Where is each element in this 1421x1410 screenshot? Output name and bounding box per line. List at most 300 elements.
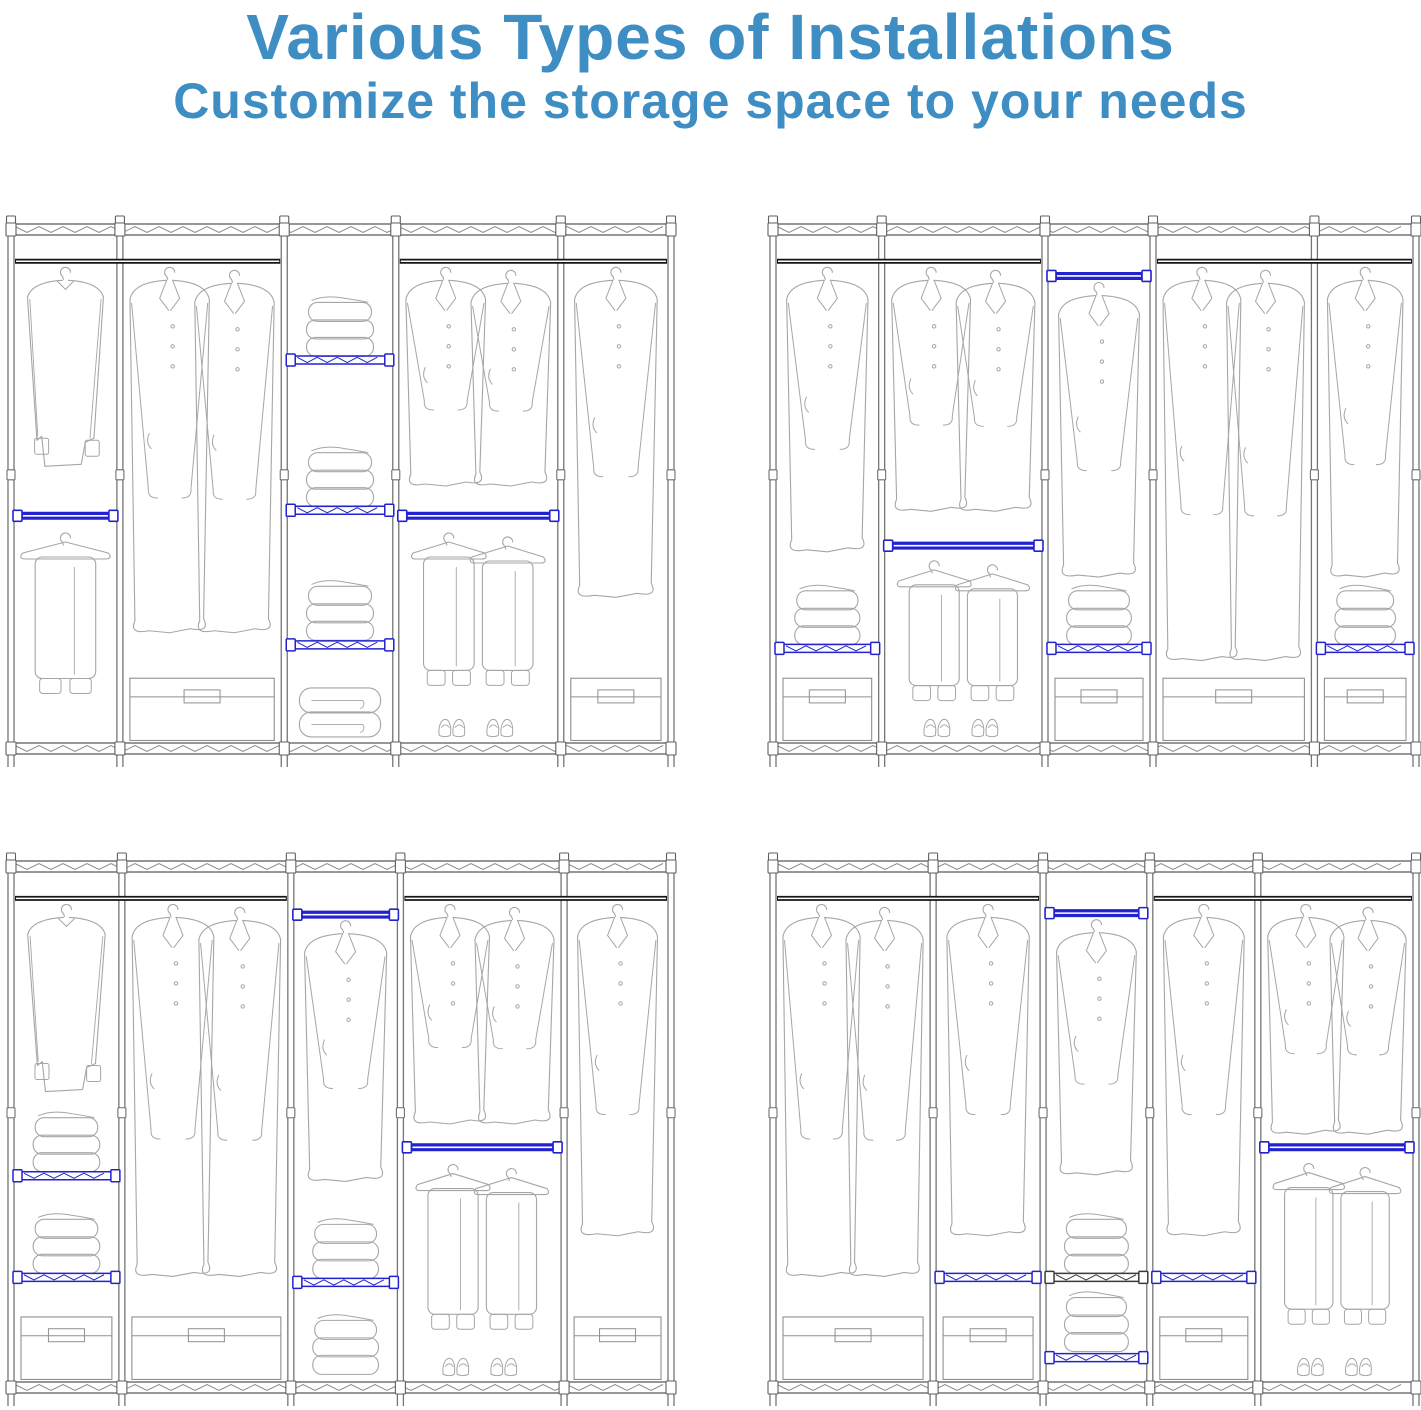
coat-sleeve xyxy=(949,940,975,1114)
post-sleeve xyxy=(559,860,569,873)
coat-lapel xyxy=(875,920,895,950)
coat-pocket xyxy=(1074,1036,1078,1051)
long-coat-drawing xyxy=(1059,283,1140,578)
coat-pocket xyxy=(800,1074,804,1089)
post-sleeve xyxy=(666,742,676,755)
coat-sleeve xyxy=(630,940,656,1114)
shoe-outline xyxy=(1312,1358,1324,1375)
towel-layer xyxy=(313,1338,379,1357)
coat-button xyxy=(512,368,515,371)
bag-body xyxy=(1285,1188,1333,1310)
folded-towels-drawing xyxy=(1065,1214,1129,1274)
towel-layer xyxy=(309,453,372,472)
post-joint xyxy=(667,470,675,480)
shelf-end-cap xyxy=(1139,1271,1148,1283)
coat-sleeve xyxy=(1228,306,1253,516)
shoe-outline xyxy=(1298,1358,1310,1375)
towel-layer xyxy=(1335,608,1395,627)
post-sleeve xyxy=(1145,860,1155,873)
towel-layer xyxy=(1065,1315,1129,1334)
shelf-end-cap xyxy=(385,504,394,516)
shelf-end-cap xyxy=(935,1271,944,1283)
folded-towels-drawing xyxy=(313,1219,379,1279)
coat-button xyxy=(1098,977,1101,980)
coat-sleeve xyxy=(1058,956,1084,1084)
post-joint xyxy=(7,1108,15,1118)
coat-sleeve xyxy=(1329,303,1354,464)
coat-button xyxy=(1369,965,1372,968)
coat-sleeve xyxy=(833,940,858,1139)
hanger-hook-icon xyxy=(880,907,890,919)
coat-button xyxy=(989,982,992,985)
folded-towels-drawing xyxy=(307,581,374,641)
coat-lapel xyxy=(505,920,525,950)
installation-diagram-bottom-left xyxy=(4,851,678,1410)
coat-pocket xyxy=(805,397,809,412)
wire-shelf-blue xyxy=(935,1271,1041,1283)
closet-column xyxy=(884,267,1043,736)
hanger-outline xyxy=(474,1178,548,1195)
post-sleeve xyxy=(877,223,887,236)
towel-layer xyxy=(795,608,860,627)
coat-sleeve xyxy=(473,306,499,411)
coat-button xyxy=(347,998,350,1001)
coat-sleeve xyxy=(523,306,549,411)
coat-button xyxy=(447,325,450,328)
coat-sleeve xyxy=(840,303,866,449)
hanger-hook-icon xyxy=(1094,283,1104,295)
coat-button xyxy=(989,962,992,965)
shelf-end-cap xyxy=(1405,642,1414,654)
closet-column xyxy=(1152,904,1256,1379)
coat-pocket xyxy=(493,1007,497,1022)
pant-cuff xyxy=(971,686,989,701)
shelf-end-cap xyxy=(1247,1271,1256,1283)
coat-lapel xyxy=(608,917,628,947)
towel-layer xyxy=(1067,626,1132,645)
coat-sleeve xyxy=(788,303,814,449)
storage-drawer-drawing xyxy=(1163,678,1304,740)
coat-button xyxy=(997,348,1000,351)
hanger-hook-icon xyxy=(441,267,451,279)
coat-button xyxy=(516,965,519,968)
storage-drawer-drawing xyxy=(783,1317,923,1379)
post-sleeve xyxy=(1040,742,1050,755)
coat-pocket xyxy=(148,434,152,449)
coat-button xyxy=(829,365,832,368)
coat-button xyxy=(619,1002,622,1005)
shoe-opening xyxy=(974,725,982,728)
coat-button xyxy=(823,962,826,965)
coat-pocket xyxy=(595,1055,599,1070)
towel-layer xyxy=(307,320,374,339)
pant-cuff xyxy=(490,1314,508,1329)
coat-button xyxy=(886,1005,889,1008)
post-joint xyxy=(667,1108,675,1118)
post-sleeve xyxy=(1411,742,1421,755)
storage-drawer-drawing xyxy=(1324,678,1406,740)
shelf-wire xyxy=(24,1173,104,1178)
drawer-box xyxy=(132,1317,281,1379)
post-sleeve xyxy=(1411,860,1421,873)
towel-layer xyxy=(1065,1254,1129,1273)
rod-end-cap xyxy=(553,1142,562,1153)
hanger-hook-icon xyxy=(1091,920,1101,932)
installation-diagram-bottom-right xyxy=(766,851,1421,1410)
storage-drawer-drawing xyxy=(783,678,872,740)
shelf-end-cap xyxy=(1316,642,1325,654)
coat-lapel xyxy=(1089,296,1109,326)
coat-lapel xyxy=(501,283,521,313)
closet-column xyxy=(574,904,661,1379)
shelf-end-cap xyxy=(1139,1352,1148,1364)
closet-column xyxy=(402,904,562,1375)
garment-bag-drawing xyxy=(897,561,971,701)
towel-layer xyxy=(313,1355,379,1374)
pant-cuff xyxy=(70,678,91,693)
shelf-end-cap xyxy=(286,639,295,651)
post-sleeve xyxy=(768,1381,778,1394)
shoes-drawing xyxy=(924,719,998,736)
coat-lapel xyxy=(163,917,183,947)
shirt-collar xyxy=(57,281,73,289)
coat-button xyxy=(516,1005,519,1008)
coat-button xyxy=(451,982,454,985)
coat-pocket xyxy=(1347,1011,1351,1026)
storage-drawer-drawing xyxy=(1055,678,1143,740)
towel-top-fold xyxy=(318,1219,373,1225)
drawer-box xyxy=(783,678,872,740)
coat-lapel xyxy=(921,280,941,310)
post-joint xyxy=(929,1108,937,1118)
shoe-opening xyxy=(988,725,996,728)
coat-button xyxy=(886,965,889,968)
post-sleeve xyxy=(1038,1381,1048,1394)
shelf-wire xyxy=(1327,646,1397,651)
blanket-roll-curl xyxy=(361,724,364,732)
coat-outline xyxy=(305,934,387,1182)
shoe-opening xyxy=(459,1364,467,1367)
rod-end-cap xyxy=(398,510,407,521)
coat-pocket xyxy=(1244,448,1248,463)
shoe-outline xyxy=(487,719,499,736)
coat-lapel xyxy=(436,280,456,310)
coat-sleeve xyxy=(579,940,605,1114)
garment-bag-drawing xyxy=(1329,1168,1400,1325)
towel-top-fold xyxy=(38,1214,94,1220)
coat-sleeve xyxy=(1317,940,1342,1053)
post-joint xyxy=(396,1108,404,1118)
shirt-drawing xyxy=(28,904,105,1091)
coat-button xyxy=(829,325,832,328)
coat-button xyxy=(1367,325,1370,328)
post-sleeve xyxy=(556,742,566,755)
coat-button xyxy=(1267,328,1270,331)
garment-bag-drawing xyxy=(21,533,110,693)
coat-sleeve xyxy=(1112,319,1138,471)
coat-sleeve xyxy=(1376,303,1401,464)
hanger-hook-icon xyxy=(60,267,70,279)
hanger-hook-icon xyxy=(926,267,936,279)
wire-shelf-blue xyxy=(286,504,394,516)
towel-layer xyxy=(1069,591,1130,610)
pant-cuff xyxy=(427,670,445,685)
coat-button xyxy=(1267,368,1270,371)
hanging-rod-blue xyxy=(13,510,118,521)
bag-body xyxy=(486,1193,536,1315)
coat-lapel xyxy=(817,280,837,310)
storage-drawer-drawing xyxy=(943,1317,1033,1379)
post-sleeve xyxy=(1309,223,1319,236)
shelf-wire xyxy=(786,646,866,651)
post-joint xyxy=(118,1108,126,1118)
post-joint xyxy=(392,470,400,480)
post-sleeve xyxy=(115,223,125,236)
post-joint xyxy=(1310,470,1318,480)
rod-end-cap xyxy=(884,540,893,551)
coat-sleeve xyxy=(576,303,602,476)
pant-cuff xyxy=(1288,1309,1305,1324)
rod-end-cap xyxy=(293,909,302,920)
shelf-end-cap xyxy=(286,504,295,516)
shoe-outline xyxy=(924,719,936,736)
shoe-outline xyxy=(457,1358,469,1375)
storage-drawer-drawing xyxy=(571,678,661,740)
coat-sleeve xyxy=(896,943,921,1140)
post-sleeve xyxy=(556,223,566,236)
shoe-outline xyxy=(938,719,950,736)
coat-button xyxy=(347,1018,350,1021)
coat-button xyxy=(823,982,826,985)
shoe-outline xyxy=(986,719,998,736)
coat-button xyxy=(1100,340,1103,343)
coat-lapel xyxy=(1355,280,1375,310)
towel-top-fold xyxy=(38,1112,94,1118)
coat-button xyxy=(1203,345,1206,348)
shelf-end-cap xyxy=(111,1170,120,1182)
drawer-box xyxy=(1324,678,1406,740)
coat-button xyxy=(236,368,239,371)
post-sleeve xyxy=(928,1381,938,1394)
folded-towels-drawing xyxy=(1065,1292,1129,1352)
pant-cuff xyxy=(511,670,529,685)
coat-button xyxy=(886,985,889,988)
coat-lapel xyxy=(1194,917,1214,947)
hanger-hook-icon xyxy=(235,907,245,919)
post-sleeve xyxy=(395,860,405,873)
closet-column xyxy=(132,904,281,1379)
folded-towels-drawing xyxy=(313,1315,379,1375)
wire-shelf-blue xyxy=(286,639,394,651)
coat-button xyxy=(932,365,935,368)
coat-lapel xyxy=(1296,917,1316,947)
coat-button xyxy=(241,965,244,968)
folded-towels-drawing xyxy=(307,447,374,507)
post-joint xyxy=(7,470,15,480)
coat-button xyxy=(171,365,174,368)
towel-layer xyxy=(309,586,372,605)
post-sleeve xyxy=(1253,1381,1263,1394)
closet-column xyxy=(293,909,399,1374)
pant-cuff xyxy=(457,1314,475,1329)
coat-button xyxy=(619,962,622,965)
coat-sleeve xyxy=(1216,940,1242,1114)
shoe-opening xyxy=(489,725,497,728)
post-sleeve xyxy=(1038,860,1048,873)
towel-layer xyxy=(309,302,372,321)
shoe-opening xyxy=(1314,1364,1322,1367)
post-sleeve xyxy=(1411,223,1421,236)
closet-column xyxy=(1047,270,1151,740)
post-joint xyxy=(1149,470,1157,480)
coat-button xyxy=(451,962,454,965)
coat-button xyxy=(1367,345,1370,348)
installation-diagram-top-right xyxy=(766,214,1421,771)
coat-button xyxy=(1369,1005,1372,1008)
coat-lapel xyxy=(440,917,460,947)
storage-drawer-drawing xyxy=(1160,1317,1248,1379)
closet-column xyxy=(1045,908,1148,1364)
towel-top-fold xyxy=(318,1315,373,1321)
coat-pocket xyxy=(150,1074,154,1089)
post-joint xyxy=(560,1108,568,1118)
coat-button xyxy=(829,345,832,348)
shoes-drawing xyxy=(443,1358,517,1375)
coat-pocket xyxy=(1344,409,1348,424)
post-sleeve xyxy=(1148,742,1158,755)
shelf-end-cap xyxy=(775,642,784,654)
coat-sleeve xyxy=(1008,306,1034,426)
coat-pocket xyxy=(974,381,978,396)
long-coat-drawing xyxy=(787,267,868,551)
wire-shelf-blue xyxy=(775,642,880,654)
post-sleeve xyxy=(1145,1381,1155,1394)
towel-layer xyxy=(33,1135,100,1154)
hanger-hook-icon xyxy=(510,907,520,919)
towel-layer xyxy=(35,1118,98,1137)
coat-sleeve xyxy=(1001,940,1027,1114)
shoe-opening xyxy=(1348,1364,1356,1367)
pant-cuff xyxy=(1344,1309,1361,1324)
coat-pocket xyxy=(909,379,913,394)
coat-outline xyxy=(1163,917,1244,1235)
shoe-opening xyxy=(1362,1364,1370,1367)
pant-cuff xyxy=(432,1314,450,1329)
shelf-end-cap xyxy=(1045,1271,1054,1283)
garment-bag-drawing xyxy=(955,565,1029,701)
closet-column xyxy=(13,904,120,1379)
coat-sleeve xyxy=(1109,956,1135,1084)
shoe-outline xyxy=(501,719,513,736)
coat-lapel xyxy=(230,920,250,950)
coat-button xyxy=(447,345,450,348)
towel-top-fold xyxy=(312,447,368,453)
towel-layer xyxy=(313,1242,379,1261)
wire-shelf-blue xyxy=(286,354,394,366)
storage-drawer-drawing xyxy=(130,678,274,740)
wire-shelf-blue xyxy=(1047,642,1151,654)
shoe-opening xyxy=(940,725,948,728)
coat-outline xyxy=(575,280,658,597)
coat-button xyxy=(174,982,177,985)
top-wire-shelf-mesh xyxy=(777,864,1401,870)
post-sleeve xyxy=(391,742,401,755)
drawer-box xyxy=(574,1317,661,1379)
towel-layer xyxy=(1335,626,1395,645)
shelf-end-cap xyxy=(13,1271,22,1283)
coat-lapel xyxy=(812,917,832,947)
hanger-hook-icon xyxy=(613,904,623,916)
coat-button xyxy=(997,368,1000,371)
shoes-drawing xyxy=(1298,1358,1372,1375)
post-joint xyxy=(769,1108,777,1118)
coat-sleeve xyxy=(848,943,873,1140)
coat-button xyxy=(1100,360,1103,363)
coat-lapel xyxy=(986,283,1006,313)
storage-drawer-drawing xyxy=(132,1317,281,1379)
coat-button xyxy=(516,985,519,988)
hanger-hook-icon xyxy=(506,270,516,282)
post-sleeve xyxy=(666,1381,676,1394)
shirt-sleeve xyxy=(30,936,38,1061)
coat-outline xyxy=(1327,280,1403,577)
coat-pocket xyxy=(217,1075,221,1090)
coat-sleeve xyxy=(1277,306,1302,516)
post-joint xyxy=(769,470,777,480)
hanger-hook-icon xyxy=(1197,267,1207,279)
coat-pocket xyxy=(1077,417,1081,432)
hanger-hook-icon xyxy=(822,267,832,279)
coat-pocket xyxy=(863,1075,867,1090)
long-coat-drawing xyxy=(1057,920,1137,1175)
shelf-end-cap xyxy=(385,354,394,366)
bag-body xyxy=(35,557,96,678)
coat-sleeve xyxy=(893,303,919,425)
towel-layer xyxy=(315,1320,377,1339)
shelf-end-cap xyxy=(13,1170,22,1182)
shoe-outline xyxy=(1360,1358,1372,1375)
coat-button xyxy=(932,325,935,328)
post-sleeve xyxy=(115,742,125,755)
coat-button xyxy=(236,348,239,351)
wire-shelf-dark xyxy=(1045,1271,1148,1283)
coat-sleeve xyxy=(1165,303,1190,514)
shoe-outline xyxy=(491,1358,503,1375)
top-wire-shelf-mesh xyxy=(777,227,1401,233)
pant-cuff xyxy=(913,686,931,701)
coat-button xyxy=(171,345,174,348)
coat-button xyxy=(617,325,620,328)
shoe-outline xyxy=(443,1358,455,1375)
shelf-end-cap xyxy=(286,354,295,366)
post-joint xyxy=(287,1108,295,1118)
coat-pocket xyxy=(1181,1055,1185,1070)
coat-sleeve xyxy=(132,303,158,498)
drawer-box xyxy=(1160,1317,1248,1379)
coat-lapel xyxy=(1192,280,1212,310)
rod-end-cap xyxy=(1142,270,1151,281)
shirt-sleeve xyxy=(30,299,38,436)
hanger-hook-icon xyxy=(165,267,175,279)
pant-cuff xyxy=(1369,1309,1386,1324)
shoe-opening xyxy=(507,1364,515,1367)
shirt-collar xyxy=(58,918,74,926)
shelf-wire xyxy=(297,642,377,647)
coat-pocket xyxy=(323,1040,327,1055)
towel-top-fold xyxy=(1340,585,1391,591)
wire-shelf-blue xyxy=(1045,1352,1148,1364)
coat-pocket xyxy=(428,1005,432,1020)
